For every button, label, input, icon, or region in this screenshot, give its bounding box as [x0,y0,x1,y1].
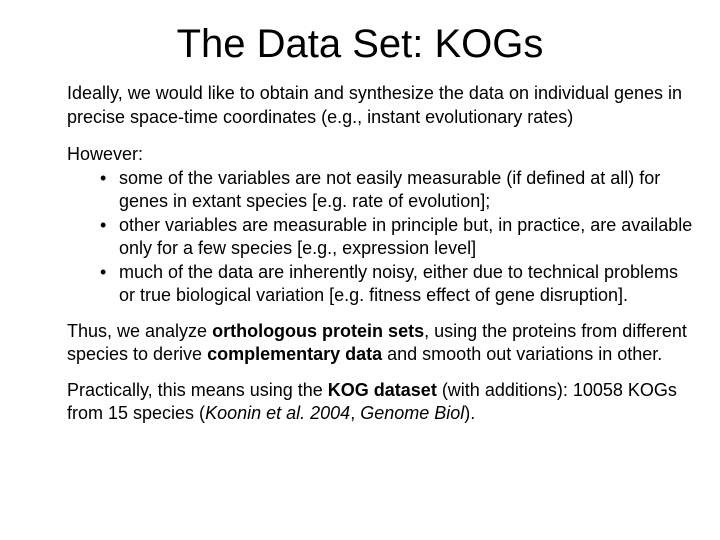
bullet-item [67,214,697,261]
citation-journal: Genome Biol [360,403,465,423]
bullet-icon: • [100,261,107,282]
text-run: and smooth out variations in other. [382,344,663,364]
bold-complementary-data: complementary data [207,344,383,364]
bullet-item [67,261,697,308]
bullet-icon: • [100,167,107,188]
bullet-item [67,167,697,214]
text-run: (with additions): 10058 KOGs from 15 species ( [67,379,677,423]
bold-kog-dataset: KOG dataset [327,379,437,400]
slide-title: The Data Set: KOGs [176,22,544,66]
text-run: , [350,403,361,423]
text-run: Thus, we analyze [67,320,213,341]
bullet-icon: • [100,214,107,235]
bullet-text: some of the variables are not easily measurable (if defined at all) for genes in extant species [e.g. rate of evolution]; [119,167,661,211]
bold-orthologous-protein-sets: orthologous protein sets [212,320,425,341]
paragraph-thus [67,320,697,367]
however-label: However: [67,144,144,164]
paragraph-ideally: Ideally, we would like to obtain and synthesize the data on individual genes in precise space-time coordinates (e.g., instant evolutionary rates) [67,83,683,127]
paragraph-practically [67,379,697,426]
text-run: , using the proteins from different species to derive [67,320,687,364]
slide-body [67,82,697,438]
text-run: ). [464,403,476,423]
bullet-text: much of the data are inherently noisy, either due to technical problems or true biological variation [e.g. fitness effect of gene disruption]. [119,261,678,305]
citation-authors: Koonin et al. 2004 [205,403,351,423]
text-run: Practically, this means using the [67,379,328,400]
paragraph-however [67,143,697,308]
bullet-list [67,167,697,308]
bullet-text: other variables are measurable in principle but, in practice, are available only for a few species [e.g., expression level] [119,214,693,258]
